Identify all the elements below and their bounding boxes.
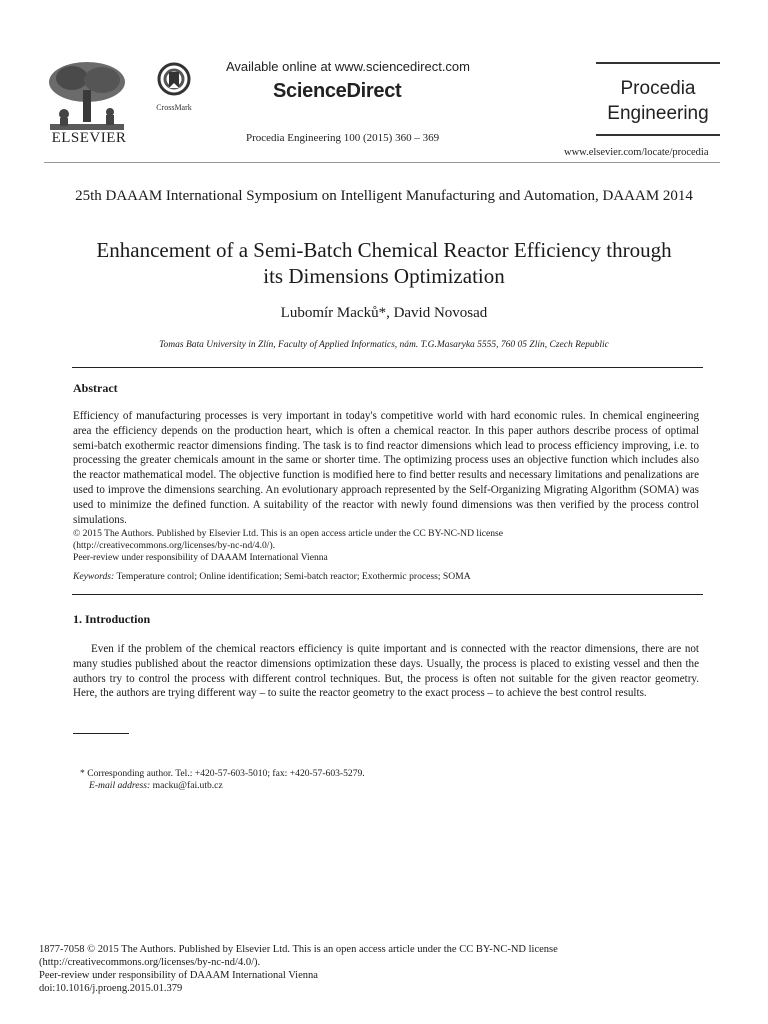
- abstract-peer-review: Peer-review under responsibility of DAAAM International Vienna: [73, 552, 328, 563]
- journal-url-link[interactable]: www.elsevier.com/locate/procedia: [564, 147, 709, 158]
- keywords: [73, 571, 699, 582]
- abstract-license-link[interactable]: (http://creativecommons.org/licenses/by-nc-nd/4.0/).: [73, 540, 276, 551]
- keywords-label: Keywords:: [73, 571, 115, 582]
- author-list: Lubomír Macků*, David Novosad: [280, 305, 488, 321]
- available-online-text: Available online at www.sciencedirect.com: [226, 59, 470, 74]
- abstract-top-rule: [72, 367, 703, 368]
- journal-title-rule-top: [596, 62, 720, 64]
- email-label: E-mail address:: [89, 780, 151, 791]
- doi-link[interactable]: doi:10.1016/j.proeng.2015.01.379: [39, 983, 183, 994]
- section-heading-introduction: 1. Introduction: [73, 612, 151, 626]
- crossmark-icon: [157, 62, 191, 96]
- abstract-heading: Abstract: [73, 381, 118, 395]
- elsevier-wordmark: ELSEVIER: [51, 130, 127, 146]
- journal-reference: Procedia Engineering 100 (2015) 360 – 369: [246, 132, 440, 144]
- issn-copyright-line: 1877-7058 © 2015 The Authors. Published by Elsevier Ltd. This is an open access article under the CC BY-NC-ND license: [39, 944, 558, 955]
- keywords-list: Temperature control; Online identification; Semi-batch reactor; Exothermic process; SOMA: [114, 571, 471, 582]
- crossmark-badge[interactable]: [152, 62, 196, 112]
- paper-title-line-1: Enhancement of a Semi-Batch Chemical Reactor Efficiency through: [96, 238, 672, 262]
- abstract-body: Efficiency of manufacturing processes is very important in today's competitive world with hard economic rules. In chemical engineering area the efficiency depends on the production heart, which is often a chemical reactor. In this paper authors describe process of optimal semi-batch exothermic reactor dimensions finding. The task is to find reactor dimensions which lead to process efficiency improving, i.e. to processing the greater chemicals amount in the same or shorter time. The optimizing process uses an objective function which includes also the reactor mathematical model. The objective function is modified here to find better results and necessary limitations and penalizations are used to improve the dimensions searching. An evolutionary approach represented by the Self-Organizing Migrating Algorithm (SOMA) was used to minimize the defined function. A suitability of the reactor with newly found dimensions was then verified by the process control simulations.: [73, 410, 699, 526]
- author-affiliation: Tomas Bata University in Zlín, Faculty of Applied Informatics, nám. T.G.Masaryka 5555, 760 05 Zlín, Czech Republic: [159, 340, 609, 350]
- paper-title-line-2: its Dimensions Optimization: [263, 264, 505, 288]
- corresponding-author-note: * Corresponding author. Tel.: +420-57-603-5010; fax: +420-57-603-5279.: [80, 768, 365, 779]
- sciencedirect-wordmark: ScienceDirect: [273, 80, 402, 102]
- journal-title-line-1: Procedia: [620, 78, 696, 99]
- crossmark-label: CrossMark: [156, 103, 192, 112]
- journal-title-line-2: Engineering: [607, 103, 709, 124]
- abstract-copyright-line-1: © 2015 The Authors. Published by Elsevier Ltd. This is an open access article under the CC BY-NC-ND license: [73, 528, 504, 539]
- email-address-link[interactable]: macku@fai.utb.cz: [150, 780, 223, 791]
- journal-title: [596, 76, 720, 126]
- paper-title: [50, 237, 718, 289]
- journal-title-rule-bottom: [596, 134, 720, 136]
- footnote-divider: [73, 733, 129, 734]
- header-divider: [44, 162, 720, 163]
- bottom-peer-review: Peer-review under responsibility of DAAAM International Vienna: [39, 970, 318, 981]
- symposium-name: 25th DAAAM International Symposium on Intelligent Manufacturing and Automation, DAAAM 2014: [75, 188, 693, 204]
- email-note: [89, 780, 223, 791]
- bottom-license-link[interactable]: (http://creativecommons.org/licenses/by-nc-nd/4.0/).: [39, 957, 261, 968]
- abstract-bottom-rule: [72, 594, 703, 595]
- introduction-body: Even if the problem of the chemical reactors efficiency is quite important and is connected with the reactor dimensions, there are not many studies published about the reactor dimensions optimization these days. Usually, the process is placed to existing vessel and then the authors try to control the process with different control techniques. But, the process is often not suitable for the given reactor geometry. Here, the authors are trying different way – to suite the reactor geometry to the exact process – to achieve the best control results.: [73, 643, 699, 700]
